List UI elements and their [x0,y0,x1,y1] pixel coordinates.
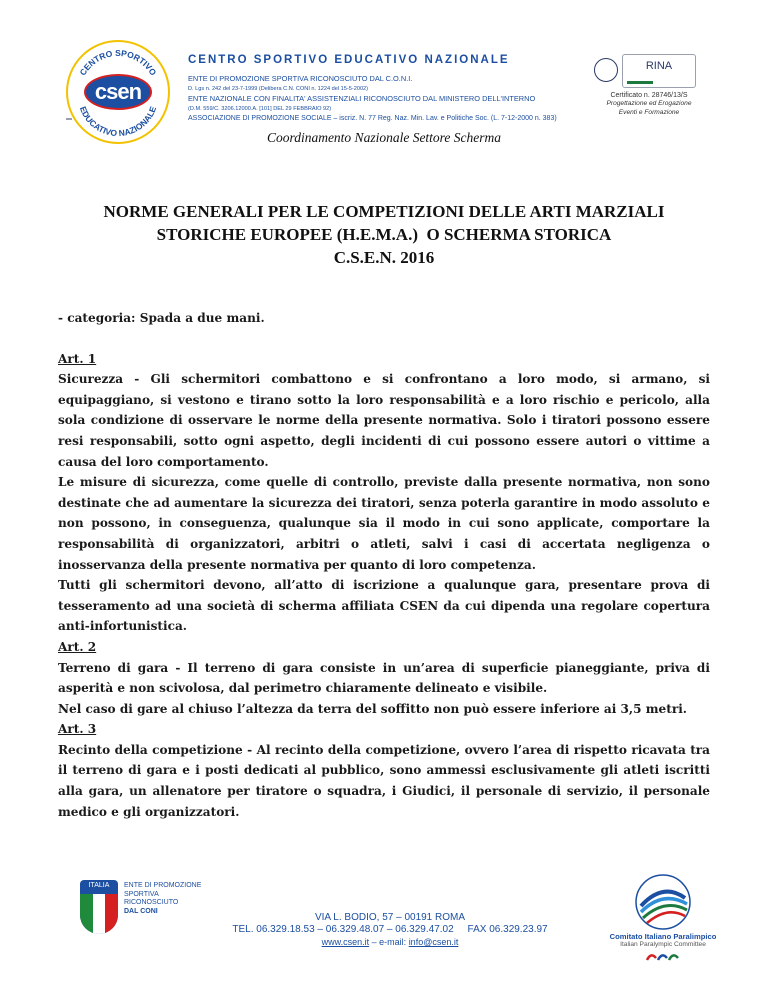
logo-ring-top-text: CENTRO SPORTIVO [77,47,159,78]
csen-logo [66,40,170,144]
org-line: ASSOCIAZIONE DI PROMOZIONE SOCIALE – iscriz. N. 77 Reg. Naz. Min. Lav. e Politiche Soc. (L. 7-12-2000 n. 383) [188,115,557,122]
paragraph: Sicurezza - Gli schermitori combattono e si confrontano a loro modo, si armano, si equipaggiano, si vestono e tirano sotto la loro responsabilità e a loro rischio e pericolo, alla sola condizione di osservare le norme della presente normativa. Solo i tiratori possono essere resi responsabili, sotto ogni aspetto, degli incidenti di cui possono essere autori o vittime a causa del loro comportamento. [58,372,710,469]
certification-logos [584,52,714,92]
org-title: CENTRO SPORTIVO EDUCATIVO NAZIONALE [188,54,510,66]
accredia-seal-icon [594,58,618,82]
certificate-description-1: Progettazione ed Erogazione [606,100,692,107]
certification-block [584,52,714,117]
category-line: - categoria: Spada a due mani. [58,311,265,325]
cip-subtitle: Italian Paralympic Committee [620,941,706,948]
article-heading: Art. 1 [58,351,97,366]
org-line: (D.M. 559/C. 3206.12000.A. [101] DEL 29 FEBBRAIO 92) [188,106,332,112]
footer-address: VIA L. BODIO, 57 – 00191 ROMA [314,912,466,923]
website-link[interactable]: www.csen.it [321,937,370,947]
coni-line: RICONOSCIUTO [124,899,179,906]
title-line-2: STORICHE EUROPEE (H.E.M.A.) O SCHERMA STORICA [156,225,612,244]
cip-logo [602,872,724,972]
certificate-number: Certificato n. 28746/13/S [610,92,688,99]
certificate-description-2: Eventi e Formazione [618,109,680,116]
csen-logo-word: csen [86,76,150,108]
paragraph: Terreno di gara - Il terreno di gara consiste in un’area di superficie pianeggiante, priva di asperità e non scivolosa, dal perimetro chiaramente delineato e visibile. [58,660,710,696]
org-info [188,54,568,124]
cip-globe-icon [633,872,693,932]
italia-shield-icon [80,880,118,934]
org-line: ENTE DI PROMOZIONE SPORTIVA RICONOSCIUTO DAL C.O.N.I. [188,74,413,83]
rina-logo [622,54,696,88]
header-divider-mark [66,118,72,120]
footer-phones: TEL. 06.329.18.53 – 06.329.48.07 – 06.329.47.02 FAX 06.329.23.97 [232,924,548,935]
coni-recognition-text [124,882,201,916]
article-heading: Art. 3 [58,722,97,737]
italia-word: ITALIA [88,882,110,889]
footer-contacts [170,912,610,948]
logo-ring-bottom-text: EDUCATIVO NAZIONALE [77,104,159,139]
email-link[interactable]: info@csen.it [408,937,459,947]
org-line: D. Lgs n. 242 del 23-7-1999 (Delibera C.N. CONI n. 1224 del 15-5-2002) [188,86,369,92]
document-body [58,308,710,822]
paragraph: Recinto della competizione - Al recinto della competizione, ovvero l’area di rispetto ricavata tra il terreno di gara e i posti dedicati al pubblico, sono ammessi esclusivamente gli atleti iscritti alla gara, un allenatore per tiratore o squadra, i Giudici, il personale di servizio, il personale medico e gli organizzatori. [58,742,710,819]
paragraph: Nel caso di gare al chiuso l’altezza da terra del soffitto non può essere inferiore ai 3,5 metri. [58,701,688,716]
title-line-3: C.S.E.N. 2016 [333,248,435,267]
coni-line: SPORTIVA [124,890,159,898]
org-line: ENTE NAZIONALE CON FINALITA' ASSISTENZIALI RICONOSCIUTO DAL MINISTERO DELL'INTERNO [188,94,536,103]
agitos-icon [645,950,681,964]
svg-text:CENTRO SPORTIVO [78,48,159,78]
cip-name: Comitato Italiano Paralimpico [609,932,717,941]
rina-logo-text: RINA [645,60,673,72]
coni-line: DAL CONI [124,907,158,915]
document-subtitle: Coordinamento Nazionale Settore Scherma [266,130,502,145]
paragraph: Tutti gli schermitori devono, all’atto di iscrizione a qualunque gara, presentare prova di tesseramento ad una società di scherma affiliata CSEN da cui dipenda una regolare copertura anti-infortunistica. [58,578,710,634]
article-heading: Art. 2 [58,639,97,654]
paragraph: Le misure di sicurezza, come quelle di controllo, previste dalla presente normativa, non sono destinate che ad aumentare la sicurezza dei tiratori, senza poterla garantire in modo assoluto e non possono, in conseguenza, qualunque sia il modo in cui sono applicate, comportare la responsabilità di organizzatori, arbitri o atleti, salvi i casi di accertata negligenza o inosservanza della presente normativa per quanto di loro competenza. [58,475,710,572]
document-title [60,200,708,269]
email-separator: – e-mail: [371,937,407,947]
title-line-1: NORME GENERALI PER LE COMPETIZIONI DELLE ARTI MARZIALI [103,202,665,221]
coni-line: ENTE DI PROMOZIONE [124,882,202,889]
footer-web-line [170,936,610,948]
